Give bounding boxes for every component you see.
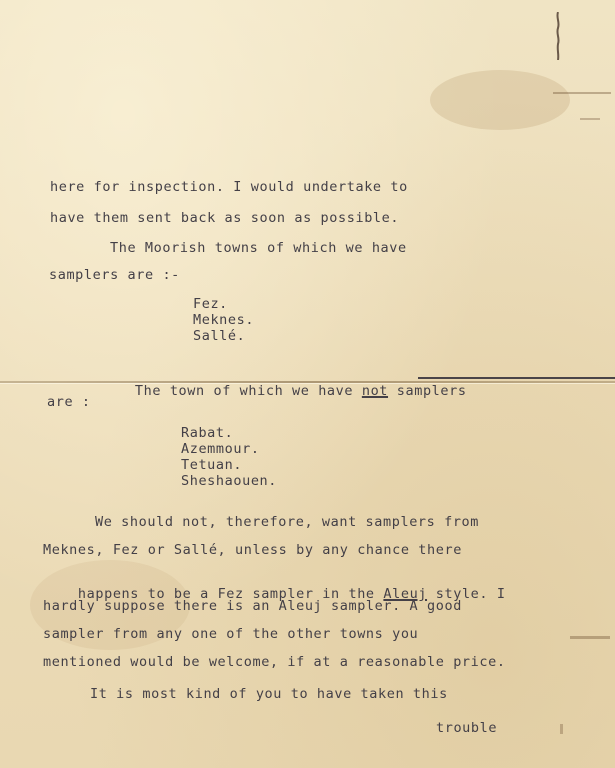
letter-line: It is most kind of you to have taken this	[90, 686, 448, 702]
town-list-item: Sheshaouen.	[181, 473, 278, 489]
catchword: trouble	[436, 720, 498, 736]
letter-line: have them sent back as soon as possible.	[50, 210, 400, 226]
town-list-item: Sallé.	[193, 328, 246, 344]
underlined-word: Aleuj	[383, 586, 428, 602]
edge-tear-mark	[553, 92, 611, 94]
pin-hole-mark	[555, 12, 561, 60]
town-list-item: Azemmour.	[181, 441, 260, 457]
town-list-item: Tetuan.	[181, 457, 243, 473]
letter-line: samplers are :-	[49, 267, 180, 283]
text-run: The town of which we have	[134, 383, 362, 399]
edge-tear-mark	[560, 724, 563, 734]
text-run: samplers	[388, 383, 467, 399]
letter-line: here for inspection. I would undertake to	[50, 179, 408, 195]
text-run: style. I	[427, 586, 506, 602]
town-list-item: Meknes.	[193, 312, 255, 328]
letter-line: hardly suppose there is an Aleuj sampler. A good	[43, 598, 462, 614]
town-list-item: Rabat.	[181, 425, 234, 441]
underlined-word: not	[361, 383, 389, 399]
letter-line: We should not, therefore, want samplers from	[95, 514, 480, 530]
letter-line	[100, 367, 467, 415]
strike-through-rule	[418, 377, 615, 379]
text-run: happens to be a Fez sampler in the	[77, 586, 384, 602]
letter-line: are :	[47, 394, 91, 410]
town-list-item: Fez.	[193, 296, 228, 312]
letter-line: Meknes, Fez or Sallé, unless by any chance there	[43, 542, 462, 558]
paper-stain	[430, 70, 570, 130]
edge-tear-mark	[570, 636, 610, 639]
letter-line: mentioned would be welcome, if at a reasonable price.	[43, 654, 506, 670]
letter-line: The Moorish towns of which we have	[110, 240, 407, 256]
edge-tear-mark	[580, 118, 600, 120]
letter-line: sampler from any one of the other towns you	[43, 626, 419, 642]
